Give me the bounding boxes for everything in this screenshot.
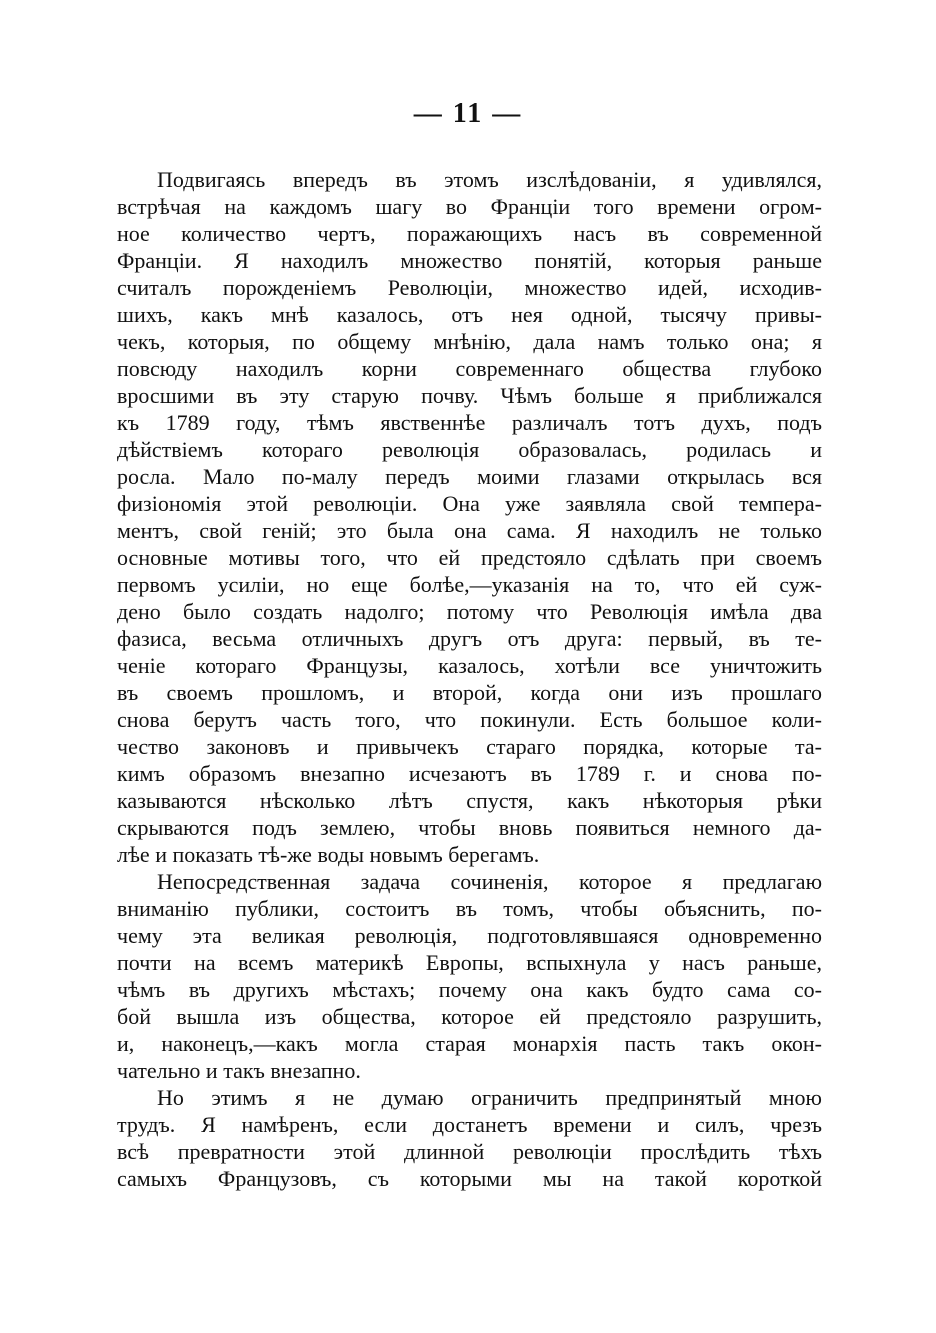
text-line: бой вышла изъ общества, которое ей предстояло разрушить, bbox=[117, 1004, 822, 1029]
text-line: вросшими въ эту старую почву. Чѣмъ больше я приближался bbox=[117, 383, 822, 408]
text-line: фазиса, весьма отличныхъ другъ отъ друга: первый, въ те- bbox=[117, 626, 822, 651]
text-line: ченіе котораго Французы, казалось, хотѣли все уничтожить bbox=[117, 653, 822, 678]
text-line: чѣмъ въ другихъ мѣстахъ; почему она какъ будто сама со- bbox=[117, 977, 822, 1002]
text-line: шихъ, какъ мнѣ казалось, отъ нея одной, тысячу привы- bbox=[117, 302, 822, 327]
text-line: снова берутъ часть того, что покинули. Есть большое коли- bbox=[117, 707, 822, 732]
text-line: въ своемъ прошломъ, и второй, когда они изъ прошлаго bbox=[117, 680, 822, 705]
text-line: почти на всемъ материкѣ Европы, вспыхнула у насъ раньше, bbox=[117, 950, 822, 975]
text-line: повсюду находилъ корни современнаго общества глубоко bbox=[117, 356, 822, 381]
text-line: чекъ, которыя, по общему мнѣнію, дала намъ только она; я bbox=[117, 329, 822, 354]
text-line: ментъ, свой геній; это была она сама. Я находилъ не только bbox=[117, 518, 822, 543]
text-line: Подвигаясь впередъ въ этомъ изслѣдованіи, я удивлялся, bbox=[157, 167, 822, 192]
page-number: — 11 — bbox=[413, 98, 523, 129]
text-line: дено было создать надолго; потому что Революція имѣла два bbox=[117, 599, 822, 624]
text-line: физіономія этой революціи. Она уже заявляла свой темпера- bbox=[117, 491, 822, 516]
text-line: Франціи. Я находилъ множество понятій, которыя раньше bbox=[117, 248, 822, 273]
text-line: чему эта великая революція, подготовлявшаяся одновременно bbox=[117, 923, 822, 948]
text-line: кимъ образомъ внезапно исчезаютъ въ 1789 г. и снова по- bbox=[117, 761, 822, 786]
text-line: Но этимъ я не думаю ограничить предпринятый мною bbox=[157, 1085, 822, 1110]
text-line: первомъ усиліи, но еще болѣе,—указанія на то, что ей суж- bbox=[117, 572, 822, 597]
text-line: вниманію публики, состоитъ въ томъ, чтобы объяснить, по- bbox=[117, 896, 822, 921]
text-line: скрываются подъ землею, чтобы вновь появиться немного да- bbox=[117, 815, 822, 840]
body-text bbox=[117, 166, 822, 1192]
text-line: считалъ порожденіемъ Революціи, множество идей, исходив- bbox=[117, 275, 822, 300]
text-line: чательно и такъ внезапно. bbox=[117, 1058, 361, 1083]
text-line: дѣйствіемъ котораго революція образовалась, родилась и bbox=[117, 437, 822, 462]
text-line: трудъ. Я намѣренъ, если достанетъ времени и силъ, чрезъ bbox=[117, 1112, 822, 1137]
text-line: Непосредственная задача сочиненія, которое я предлагаю bbox=[157, 869, 822, 894]
text-line: самыхъ Французовъ, съ которыми мы на такой короткой bbox=[117, 1166, 822, 1191]
text-line: встрѣчая на каждомъ шагу во Франціи того времени огром- bbox=[117, 194, 822, 219]
text-line: казываются нѣсколько лѣтъ спустя, какъ нѣкоторыя рѣки bbox=[117, 788, 822, 813]
text-line: чество законовъ и привычекъ стараго порядка, которые та- bbox=[117, 734, 822, 759]
text-line: ное количество чертъ, поражающихъ насъ въ современной bbox=[117, 221, 822, 246]
text-line: и, наконецъ,—какъ могла старая монархія пасть такъ окон- bbox=[117, 1031, 822, 1056]
text-line: къ 1789 году, тѣмъ явственнѣе различалъ тотъ духъ, подъ bbox=[117, 410, 822, 435]
text-line: лѣе и показать тѣ-же воды новымъ берегамъ. bbox=[117, 842, 540, 867]
text-line: основные мотивы того, что ей предстояло сдѣлать при своемъ bbox=[117, 545, 822, 570]
text-line: росла. Мало по-малу передъ моими глазами открылась вся bbox=[117, 464, 822, 489]
text-line: всѣ превратности этой длинной революціи прослѣдить тѣхъ bbox=[117, 1139, 822, 1164]
